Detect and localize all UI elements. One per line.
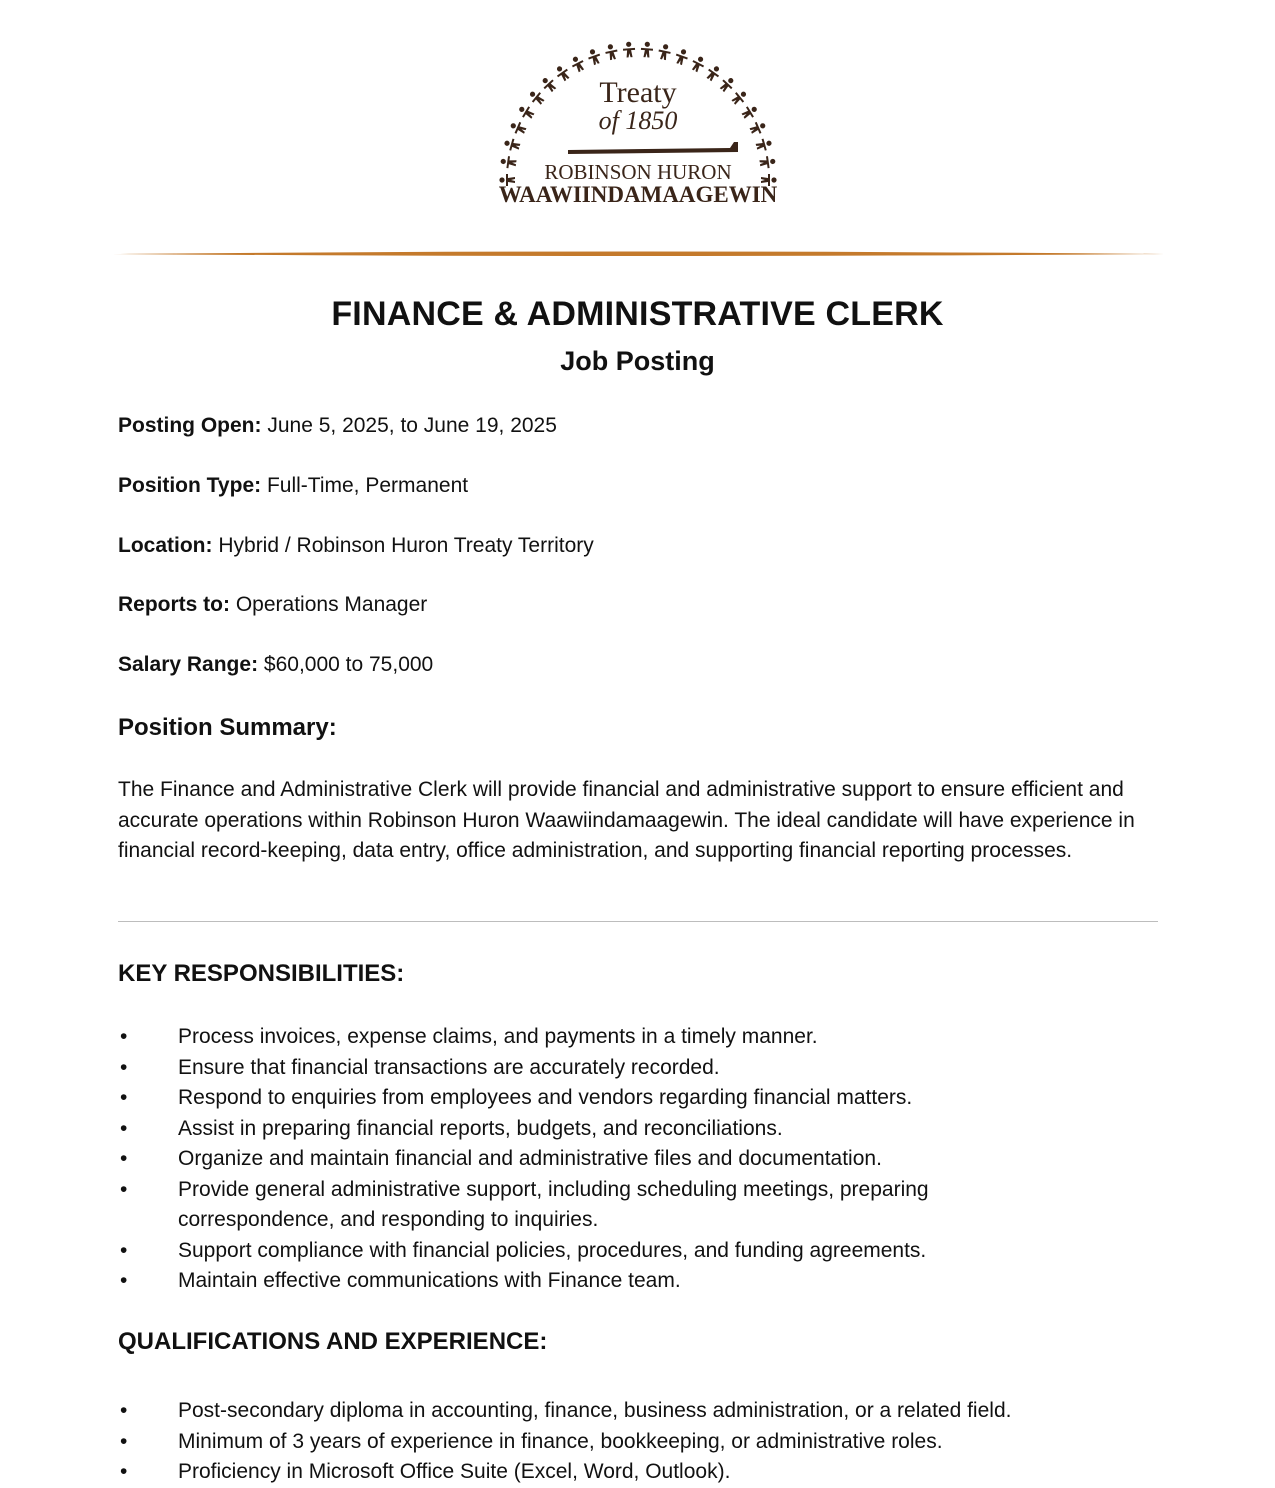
list-item xyxy=(118,1144,1178,1175)
list-item-text: Respond to enquiries from employees and vendors regarding financial matters. xyxy=(178,1086,913,1109)
bullet-icon: • xyxy=(120,1429,128,1453)
bullet-icon: • xyxy=(120,1055,128,1079)
list-item-text: Post-secondary diploma in accounting, finance, business administration, or a related field. xyxy=(178,1399,1012,1422)
page-title: FINANCE & ADMINISTRATIVE CLERK xyxy=(331,295,944,333)
logo-figure xyxy=(640,41,653,57)
organization-logo xyxy=(482,30,794,210)
position-summary-text: The Finance and Administrative Clerk will provide financial and administrative support to ensure efficient and accurate operations within Robinson Huron Waawiindamaagewin. The ideal candidate will have experience in financial record-keeping, data entry, office administration, and supporting financial reporting processes. xyxy=(118,778,1135,862)
field-salary-range xyxy=(118,653,433,677)
bullet-icon: • xyxy=(120,1177,128,1201)
field-label: Salary Range: xyxy=(118,653,259,676)
qualifications-list xyxy=(118,1396,1178,1488)
bullet-icon: • xyxy=(120,1460,128,1483)
list-item-text: Assist in preparing financial reports, budgets, and reconciliations. xyxy=(178,1116,783,1140)
list-item xyxy=(118,1266,1178,1297)
responsibilities-list xyxy=(118,1022,1178,1297)
field-location xyxy=(118,534,594,558)
field-position-type xyxy=(118,474,468,498)
logo-figure xyxy=(673,47,690,66)
logo-figure xyxy=(604,43,619,61)
bullet-icon: • xyxy=(120,1025,128,1048)
list-item xyxy=(118,1022,1178,1053)
list-item xyxy=(118,1053,1178,1084)
bullet-icon: • xyxy=(120,1399,128,1422)
list-item xyxy=(118,1427,1178,1458)
page-subtitle: Job Posting xyxy=(560,346,715,376)
list-item xyxy=(118,1236,1178,1267)
list-item xyxy=(118,1175,1178,1236)
field-value: $60,000 to 75,000 xyxy=(263,653,434,676)
logo-pipe xyxy=(568,142,738,154)
bullet-icon: • xyxy=(120,1238,128,1262)
list-item-text: Ensure that financial transactions are accurately recorded. xyxy=(178,1055,720,1079)
field-label: Posting Open: xyxy=(118,414,262,437)
qualifications-heading: QUALIFICATIONS AND EXPERIENCE: xyxy=(118,1328,548,1355)
list-item-text: Process invoices, expense claims, and payments in a timely manner. xyxy=(178,1025,818,1048)
key-responsibilities-heading: KEY RESPONSIBILITIES: xyxy=(118,960,405,987)
logo-figure xyxy=(689,54,707,73)
logo-figure xyxy=(586,47,603,66)
list-item-text: Minimum of 3 years of experience in finance, bookkeeping, or administrative roles. xyxy=(178,1429,943,1453)
logo-figure xyxy=(755,137,773,153)
logo-figure xyxy=(657,43,672,61)
list-item-text: Support compliance with financial policies, procedures, and funding agreements. xyxy=(178,1238,927,1262)
bullet-icon: • xyxy=(120,1086,128,1109)
bullet-icon: • xyxy=(120,1147,128,1170)
logo-figure xyxy=(569,54,587,73)
field-label: Position Type: xyxy=(118,474,262,497)
field-value: Full-Time, Permanent xyxy=(266,474,469,497)
position-summary-heading: Position Summary: xyxy=(118,714,337,741)
field-value: June 5, 2025, to June 19, 2025 xyxy=(267,414,557,437)
logo-figure xyxy=(503,137,521,153)
header-divider xyxy=(112,250,1164,258)
list-item-text: Proficiency in Microsoft Office Suite (Excel, Word, Outlook). xyxy=(178,1460,731,1483)
section-divider xyxy=(118,921,1158,922)
list-item-text: Organize and maintain financial and administrative files and documentation. xyxy=(178,1147,882,1170)
list-item-text: Maintain effective communications with Finance team. xyxy=(178,1269,681,1292)
field-label: Reports to: xyxy=(118,593,230,616)
field-value: Hybrid / Robinson Huron Treaty Territory xyxy=(218,534,594,557)
field-label: Location: xyxy=(118,534,213,557)
bullet-icon: • xyxy=(120,1269,128,1292)
logo-text-year: of 1850 xyxy=(598,106,678,135)
list-item xyxy=(118,1396,1178,1427)
field-value: Operations Manager xyxy=(235,593,428,616)
logo-figure xyxy=(623,41,636,57)
bullet-icon: • xyxy=(120,1116,128,1140)
list-item xyxy=(118,1083,1178,1114)
list-item-text: Provide general administrative support, including scheduling meetings, preparing correspondence, and responding to inquiries. xyxy=(178,1177,929,1231)
list-item xyxy=(118,1457,1178,1488)
logo-text-robinson-huron: ROBINSON HURON xyxy=(544,160,732,184)
field-posting-open xyxy=(118,414,557,438)
field-reports-to xyxy=(118,593,427,617)
logo-text-waawiindamaagewin: WAAWIINDAMAAGEWIN xyxy=(498,182,778,207)
logo-text-treaty: Treaty xyxy=(599,76,677,109)
list-item xyxy=(118,1114,1178,1145)
